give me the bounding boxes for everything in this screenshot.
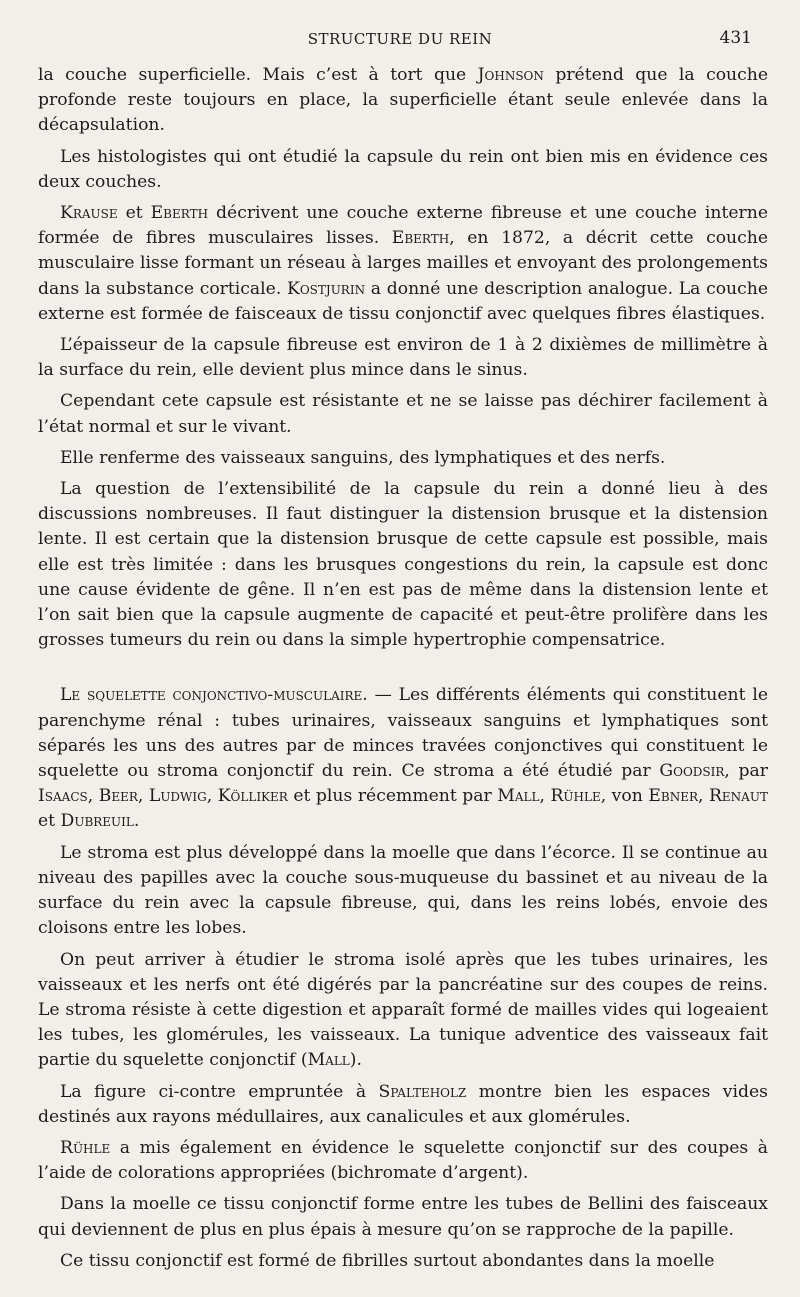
text-run: , par xyxy=(724,761,768,782)
paragraph xyxy=(38,389,768,439)
author-name: Krause xyxy=(60,203,118,224)
text-run: Ce tissu conjonctif est formé de fibrilles surtout abondantes dans la moelle xyxy=(60,1250,715,1271)
author-name: Mall xyxy=(497,786,540,807)
author-name: Goodsir xyxy=(659,761,725,782)
author-name: Kostjurin xyxy=(286,278,366,299)
page-number: 431 xyxy=(719,28,752,48)
text-run: On peut arriver à étudier le stroma isolé après que les tubes urinaires, les vaisseaux et les nerfs ont été digérés par la pancréatine sur des coupes de reins. Le stroma résiste à cette digestion et apparaît formé de mailles vides qui logeaient les tubes, les glomérules, les vaisseaux. La tunique adventice des vaisseaux fait partie du squelette conjonctif ( xyxy=(38,949,768,1071)
text-run: a mis également en évidence le squelette conjonctif sur des coupes à l’aide de colorations appropriées (bichromate d’argent). xyxy=(38,1137,768,1184)
section-gap xyxy=(38,659,768,683)
text-run: La question de l’extensibilité de la capsule du rein a donné lieu à des discussions nombreuses. Il faut distinguer la distension brusque et la distension lente. Il est certain que la distension brusque de cette capsule est possible, mais elle est très limitée : dans les brusques congestions du rein, la capsule est donc une cause évidente de gêne. Il n’en est pas de même dans la distension lente et l’on sait bien que la capsule augmente de capacité et peut-être prolifère dans les grosses tumeurs du rein ou dans la simple hypertrophie compensatrice. xyxy=(38,479,768,651)
paragraph xyxy=(38,1249,768,1274)
paragraph xyxy=(38,201,768,327)
text-run: La figure ci-contre empruntée à xyxy=(60,1081,379,1102)
author-name: Renaut xyxy=(708,786,768,807)
text-run: , en 1872, a décrit cette couche musculaire lisse formant un réseau à larges mailles et envoyant des prolongements dans la substance corticale. xyxy=(38,228,768,299)
author-name: Eberth xyxy=(150,203,209,224)
text-run: a donné une description analogue. La couche externe est formée de faisceaux de tissu conjonctif avec quelques fibres élastiques. xyxy=(38,278,768,324)
paragraph xyxy=(38,948,768,1074)
author-name: Mall xyxy=(307,1050,350,1071)
paragraph xyxy=(38,477,768,653)
text-run: , xyxy=(539,786,551,807)
paragraph xyxy=(38,1192,768,1242)
text-run: , xyxy=(87,786,99,807)
text-run: Le stroma est plus développé dans la moelle que dans l’écorce. Il se continue au niveau des papilles avec la couche sous-muqueuse du bassinet et au niveau de la surface du rein avec la capsule fibreuse, qui, dans les reins lobés, envoie des cloisons entre les lobes. xyxy=(38,842,768,939)
text-run: Les histologistes qui ont étudié la capsule du rein ont bien mis en évidence ces deux couches. xyxy=(38,146,768,192)
running-title: STRUCTURE DU REIN xyxy=(307,30,493,48)
text-run: prétend que la couche profonde reste toujours en place, la superficielle étant seule enlevée dans la décapsulation. xyxy=(38,65,768,136)
text-run: décrivent une couche externe fibreuse et une couche interne formée de fibres musculaires lisses. xyxy=(38,203,768,249)
text-run: montre bien les espaces vides destinés aux rayons médullaires, aux canalicules et aux glomérules. xyxy=(38,1081,768,1127)
author-name: Kölliker xyxy=(217,786,288,807)
author-name: Rühle xyxy=(60,1137,111,1158)
text-run: , xyxy=(137,786,149,807)
text-run: la couche superficielle. Mais c’est à tort que xyxy=(38,65,478,85)
text-run: Elle renferme des vaisseaux sanguins, des lymphatiques et des nerfs. xyxy=(60,447,666,468)
text-run: , von xyxy=(600,786,649,807)
paragraph xyxy=(38,683,768,834)
running-header xyxy=(0,26,800,54)
author-name: Johnson xyxy=(477,65,544,85)
paragraph xyxy=(38,63,768,139)
text-run: , xyxy=(206,786,218,807)
paragraph xyxy=(38,145,768,195)
paragraph xyxy=(38,333,768,383)
author-name: Beer xyxy=(98,786,138,807)
author-name: Isaacs xyxy=(38,786,88,807)
text-run: et xyxy=(117,203,151,224)
text-run: , xyxy=(698,786,709,807)
author-name: Ebner xyxy=(648,786,698,807)
body-text xyxy=(38,63,768,1280)
author-name: Ludwig xyxy=(148,786,207,807)
author-name: Rühle xyxy=(550,786,601,807)
author-name: Spalteholz xyxy=(378,1081,467,1102)
paragraph xyxy=(38,1080,768,1130)
paragraph xyxy=(38,446,768,471)
text-run: et plus récemment par xyxy=(287,786,498,807)
text-run: L’épaisseur de la capsule fibreuse est environ de 1 à 2 dixièmes de millimètre à la surface du rein, elle devient plus mince dans le sinus. xyxy=(38,335,768,381)
paragraph xyxy=(38,1136,768,1186)
text-run: Dans la moelle ce tissu conjonctif forme entre les tubes de Bellini des faisceaux qui deviennent de plus en plus épais à mesure qu’on se rapproche de la papille. xyxy=(38,1194,768,1240)
author-name: Dubreuil xyxy=(60,811,134,832)
author-name: Eberth xyxy=(391,228,450,249)
text-run: Cependant cete capsule est résistante et ne se laisse pas déchirer facilement à l’état normal et sur le vivant. xyxy=(38,391,768,437)
text-run: et xyxy=(38,811,61,832)
author-name: Le squelette conjonctivo-musculaire. xyxy=(60,685,368,706)
text-run: ). xyxy=(349,1050,362,1071)
text-run: . xyxy=(133,811,140,832)
text-run: — Les différents éléments qui constituent le parenchyme rénal : tubes urinaires, vaisseaux sanguins et lymphatiques sont séparés les uns des autres par de minces travées conjonctives qui constituent le squelette ou stroma conjonctif du rein. Ce stroma a été étudié par xyxy=(38,685,769,782)
paragraph xyxy=(38,841,768,942)
